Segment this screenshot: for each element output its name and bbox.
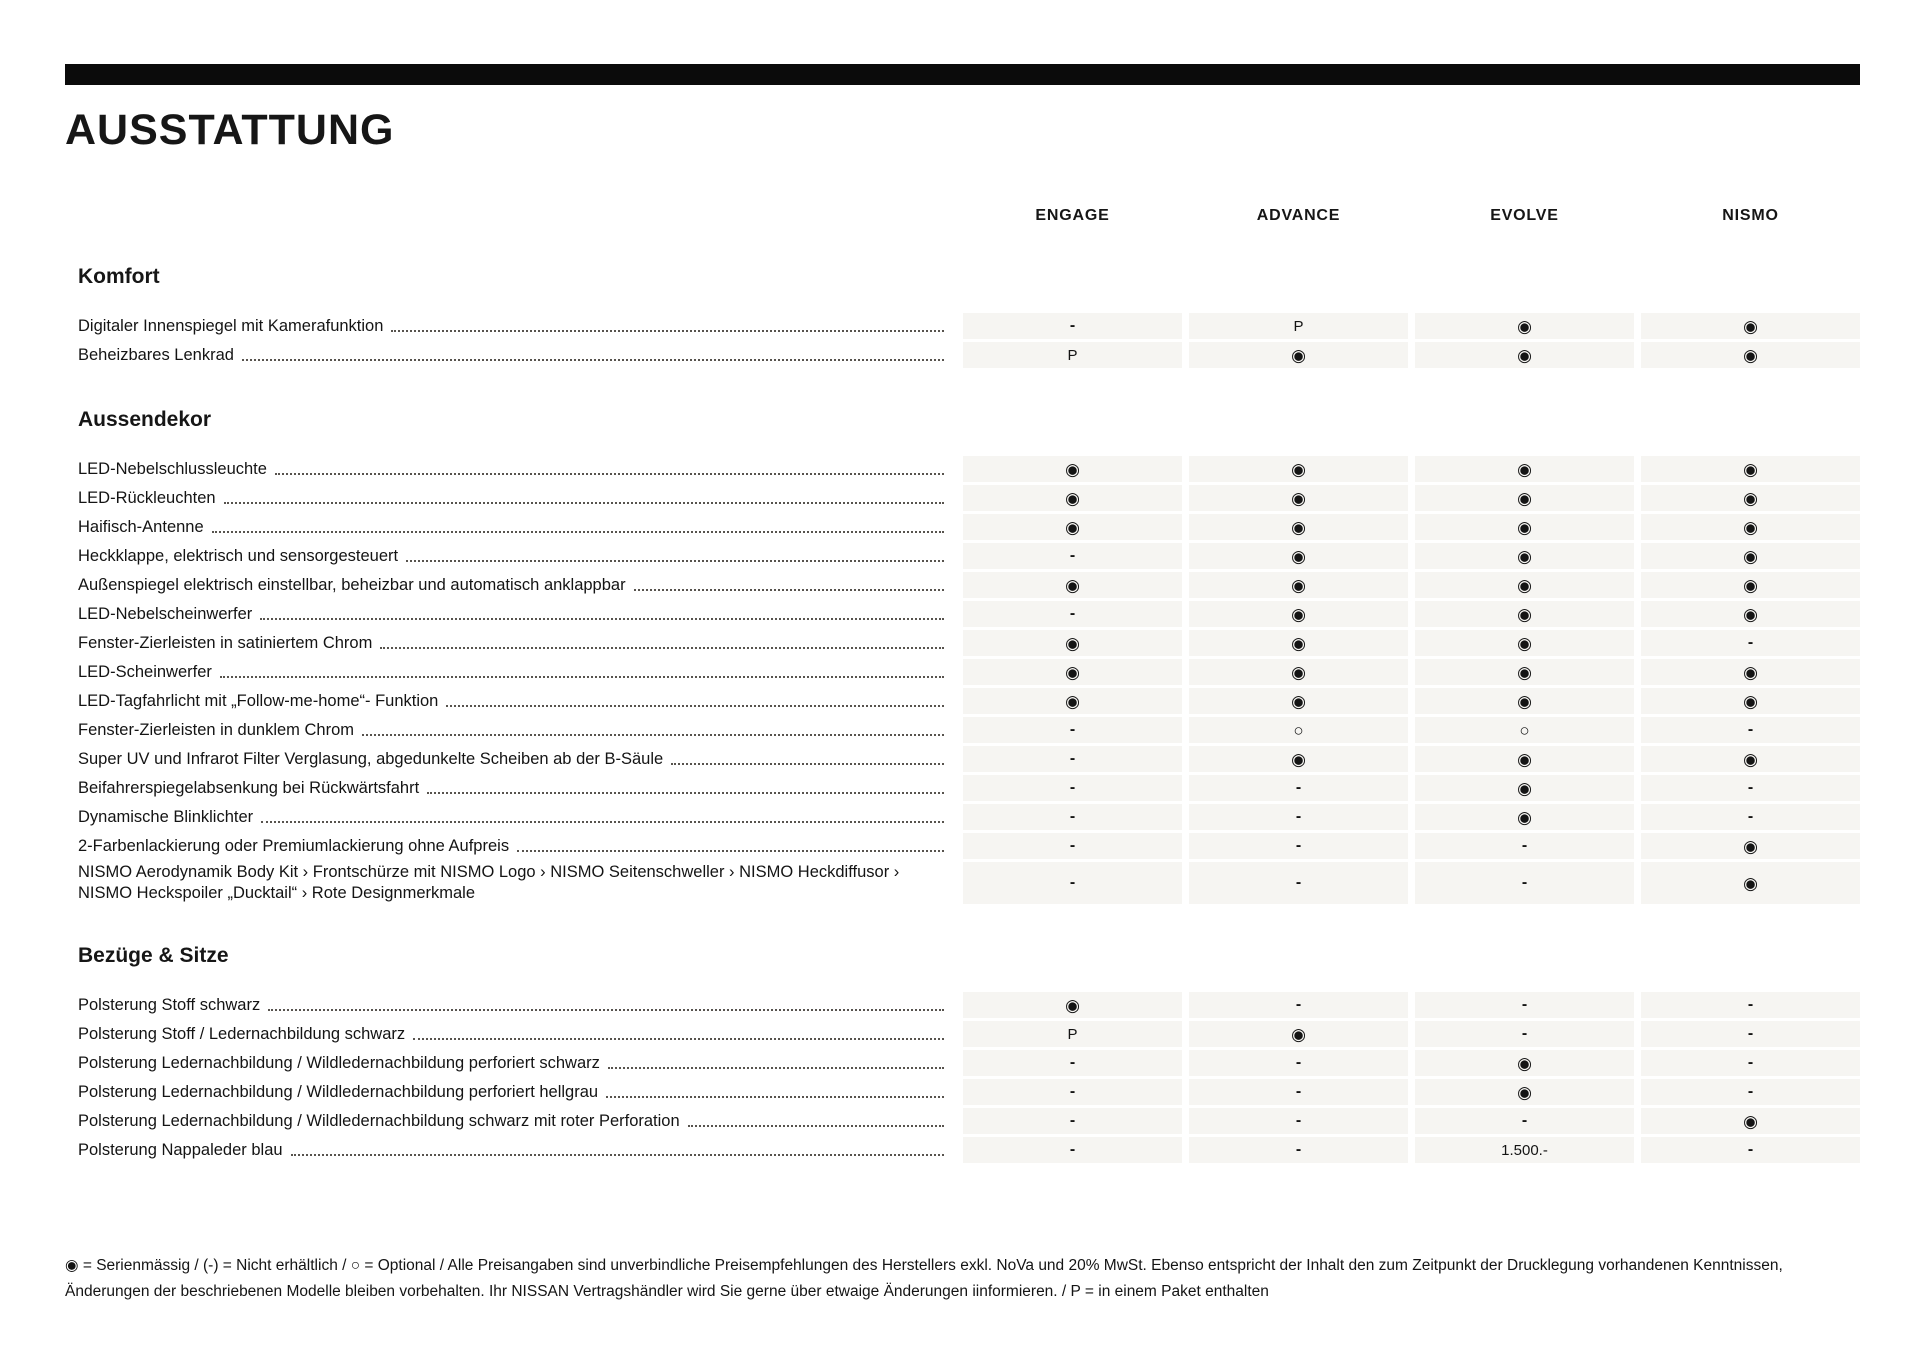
standard-icon: ◉ [1065, 995, 1080, 1015]
not-available-marker: - [1069, 1112, 1076, 1129]
cell-nismo [1641, 862, 1860, 904]
cell-evolve [1415, 1021, 1634, 1047]
standard-icon: ◉ [1517, 517, 1532, 537]
standard-icon: ◉ [1743, 662, 1758, 682]
cell-advance [1189, 456, 1408, 482]
feature-label: NISMO Aerodynamik Body Kit › Frontschürze mit NISMO Logo › NISMO Seitenschweller › NISMO Heckdiffusor › NISMO Heckspoiler „Ducktail“ › Rote Designmerkmale [78, 863, 900, 902]
feature-label: Polsterung Ledernachbildung / Wildledernachbildung perforiert hellgrau [78, 1082, 599, 1101]
standard-icon: ◉ [1743, 836, 1758, 856]
not-available-marker: - [1747, 1054, 1754, 1071]
cell-nismo [1641, 456, 1860, 482]
feature-label: 2-Farbenlackierung oder Premiumlackierung ohne Aufpreis [78, 836, 510, 855]
standard-icon: ◉ [1517, 778, 1532, 798]
cell-nismo [1641, 630, 1860, 656]
cell-nismo [1641, 833, 1860, 859]
cell-engage [963, 514, 1182, 540]
cell-engage [963, 717, 1182, 743]
cell-evolve [1415, 717, 1634, 743]
standard-icon: ◉ [1065, 488, 1080, 508]
standard-icon: ◉ [1517, 662, 1532, 682]
optional-icon: ○ [1519, 720, 1530, 740]
not-available-marker: - [1295, 1083, 1302, 1100]
page-title: AUSSTATTUNG [65, 106, 395, 154]
cell-nismo [1641, 485, 1860, 511]
cell-engage [963, 1137, 1182, 1163]
feature-row [65, 775, 1860, 801]
cell-nismo [1641, 746, 1860, 772]
cell-advance [1189, 833, 1408, 859]
feature-label-cell [65, 992, 956, 1018]
standard-icon: ◉ [1065, 459, 1080, 479]
cell-evolve [1415, 1050, 1634, 1076]
standard-icon: ◉ [1517, 316, 1532, 336]
standard-icon: ◉ [1065, 633, 1080, 653]
not-available-marker: - [1295, 1054, 1302, 1071]
dotted-leader [391, 330, 944, 332]
dotted-leader [427, 792, 944, 794]
cell-evolve [1415, 572, 1634, 598]
feature-row [65, 630, 1860, 656]
cell-engage [963, 485, 1182, 511]
feature-label-cell [65, 804, 956, 830]
standard-icon: ◉ [1291, 546, 1306, 566]
section-rows [65, 313, 1860, 368]
cell-engage [963, 992, 1182, 1018]
not-available-marker: - [1069, 317, 1076, 334]
cell-advance [1189, 630, 1408, 656]
standard-icon: ◉ [1743, 1111, 1758, 1131]
standard-icon: ◉ [1291, 749, 1306, 769]
cell-advance [1189, 601, 1408, 627]
section-bez-ge-sitze [65, 944, 1860, 1163]
feature-label-cell [65, 1021, 956, 1047]
dotted-leader [608, 1067, 944, 1069]
standard-icon: ◉ [1517, 345, 1532, 365]
feature-label-cell [65, 456, 956, 482]
cell-advance [1189, 775, 1408, 801]
dotted-leader [634, 589, 944, 591]
cell-nismo [1641, 804, 1860, 830]
cell-evolve [1415, 688, 1634, 714]
cell-evolve [1415, 514, 1634, 540]
not-available-marker: - [1521, 1025, 1528, 1042]
cell-nismo [1641, 601, 1860, 627]
feature-row [65, 717, 1860, 743]
dotted-leader [413, 1038, 944, 1040]
feature-label: Polsterung Nappaleder blau [78, 1140, 283, 1159]
feature-label-cell [65, 833, 956, 859]
section-aussendekor [65, 408, 1860, 904]
cell-engage [963, 313, 1182, 339]
dotted-leader [275, 473, 944, 475]
dotted-leader [260, 618, 944, 620]
cell-nismo [1641, 659, 1860, 685]
standard-icon: ◉ [1065, 662, 1080, 682]
standard-icon: ◉ [1517, 691, 1532, 711]
cell-advance [1189, 514, 1408, 540]
feature-row [65, 1137, 1860, 1163]
dotted-leader [380, 647, 944, 649]
not-available-marker: - [1069, 605, 1076, 622]
feature-label-cell [65, 342, 956, 368]
header-spacer [65, 207, 956, 225]
cell-advance [1189, 746, 1408, 772]
cell-engage [963, 630, 1182, 656]
not-available-marker: - [1521, 874, 1528, 891]
cell-evolve [1415, 485, 1634, 511]
cell-advance [1189, 1079, 1408, 1105]
standard-icon: ◉ [1065, 691, 1080, 711]
feature-label: Beifahrerspiegelabsenkung bei Rückwärtsfahrt [78, 778, 420, 797]
not-available-marker: - [1747, 1141, 1754, 1158]
not-available-marker: - [1747, 1025, 1754, 1042]
not-available-marker: - [1747, 721, 1754, 738]
feature-row [65, 313, 1860, 339]
section-heading: Aussendekor [78, 408, 212, 431]
cell-nismo [1641, 717, 1860, 743]
cell-evolve [1415, 804, 1634, 830]
cell-evolve [1415, 630, 1634, 656]
section-heading: Bezüge & Sitze [78, 944, 229, 967]
standard-icon: ◉ [1743, 459, 1758, 479]
feature-row [65, 1108, 1860, 1134]
standard-icon: ◉ [1291, 575, 1306, 595]
standard-icon: ◉ [1743, 691, 1758, 711]
standard-icon: ◉ [1291, 459, 1306, 479]
cell-nismo [1641, 543, 1860, 569]
standard-icon: ◉ [1517, 546, 1532, 566]
cell-advance [1189, 1108, 1408, 1134]
feature-label-cell [65, 485, 956, 511]
cell-evolve [1415, 1137, 1634, 1163]
standard-icon: ◉ [1743, 873, 1758, 893]
feature-row [65, 804, 1860, 830]
column-header-evolve: EVOLVE [1490, 207, 1559, 224]
cell-evolve [1415, 1079, 1634, 1105]
not-available-marker: - [1295, 1112, 1302, 1129]
feature-label: Polsterung Ledernachbildung / Wildledernachbildung perforiert schwarz [78, 1053, 600, 1072]
cell-engage [963, 746, 1182, 772]
package-marker: P [1293, 317, 1304, 335]
section-rows [65, 456, 1860, 904]
cell-engage [963, 456, 1182, 482]
cell-nismo [1641, 1021, 1860, 1047]
cell-engage [963, 1079, 1182, 1105]
standard-icon: ◉ [1743, 604, 1758, 624]
not-available-marker: - [1747, 808, 1754, 825]
feature-label: LED-Nebelschlussleuchte [78, 459, 267, 478]
cell-nismo [1641, 514, 1860, 540]
top-black-bar [65, 64, 1860, 85]
trim-header-row [65, 207, 1860, 225]
not-available-marker: - [1069, 1054, 1076, 1071]
dotted-leader [688, 1125, 944, 1127]
not-available-marker: - [1295, 874, 1302, 891]
feature-row [65, 514, 1860, 540]
dotted-leader [291, 1154, 944, 1156]
cell-engage [963, 659, 1182, 685]
feature-row [65, 1050, 1860, 1076]
not-available-marker: - [1069, 779, 1076, 796]
cell-nismo [1641, 688, 1860, 714]
column-header-engage: ENGAGE [1035, 207, 1110, 224]
feature-label-cell [65, 746, 956, 772]
not-available-marker: - [1295, 837, 1302, 854]
feature-label-cell [65, 717, 956, 743]
standard-icon: ◉ [1291, 345, 1306, 365]
package-marker: P [1067, 1025, 1078, 1043]
dotted-leader [406, 560, 944, 562]
cell-nismo [1641, 342, 1860, 368]
cell-engage [963, 804, 1182, 830]
section-rows [65, 992, 1860, 1163]
cell-engage [963, 688, 1182, 714]
cell-advance [1189, 543, 1408, 569]
not-available-marker: - [1069, 1141, 1076, 1158]
not-available-marker: - [1747, 634, 1754, 651]
feature-row [65, 688, 1860, 714]
standard-icon: ◉ [1517, 604, 1532, 624]
feature-label: Polsterung Stoff schwarz [78, 995, 261, 1014]
cell-engage [963, 1108, 1182, 1134]
cell-nismo [1641, 992, 1860, 1018]
standard-icon: ◉ [1517, 1053, 1532, 1073]
standard-icon: ◉ [1517, 488, 1532, 508]
cell-advance [1189, 659, 1408, 685]
cell-engage [963, 543, 1182, 569]
feature-label: Dynamische Blinklichter [78, 807, 254, 826]
cell-advance [1189, 862, 1408, 904]
cell-evolve [1415, 543, 1634, 569]
cell-nismo [1641, 1108, 1860, 1134]
not-available-marker: - [1295, 808, 1302, 825]
cell-advance [1189, 342, 1408, 368]
not-available-marker: - [1069, 808, 1076, 825]
dotted-leader [517, 850, 944, 852]
not-available-marker: - [1069, 547, 1076, 564]
cell-engage [963, 833, 1182, 859]
feature-label: Haifisch-Antenne [78, 517, 204, 536]
cell-advance [1189, 485, 1408, 511]
feature-label-cell [65, 775, 956, 801]
not-available-marker: - [1069, 837, 1076, 854]
not-available-marker: - [1069, 1083, 1076, 1100]
cell-advance [1189, 804, 1408, 830]
cell-engage [963, 1050, 1182, 1076]
feature-row [65, 746, 1860, 772]
cell-engage [963, 601, 1182, 627]
dotted-leader [261, 821, 944, 823]
section-heading: Komfort [78, 265, 160, 288]
standard-icon: ◉ [1065, 575, 1080, 595]
standard-icon: ◉ [1743, 749, 1758, 769]
not-available-marker: - [1295, 996, 1302, 1013]
dotted-leader [362, 734, 944, 736]
dotted-leader [220, 676, 944, 678]
legend-footer: ◉ = Serienmässig / (-) = Nicht erhältlich / ○ = Optional / Alle Preisangaben sind unverbindliche Preisempfehlungen des Herstellers exkl. NoVa und 20% MwSt. Ebenso entspricht der Inhalt den zum Zeitpunkt der Drucklegung vorhandenen Kenntnissen, Änderungen der beschriebenen Modelle bleiben vorbehalten. Ihr NISSAN Vertragshändler wird Sie gerne über etwaige Änderungen iinformieren. / P = in einem Paket enthalten [65, 1257, 1783, 1300]
cell-nismo [1641, 1137, 1860, 1163]
cell-engage [963, 1021, 1182, 1047]
cell-evolve [1415, 992, 1634, 1018]
dotted-leader [242, 359, 944, 361]
not-available-marker: - [1521, 837, 1528, 854]
not-available-marker: - [1295, 779, 1302, 796]
feature-label-cell [65, 572, 956, 598]
cell-advance [1189, 1050, 1408, 1076]
cell-evolve [1415, 659, 1634, 685]
feature-row [65, 342, 1860, 368]
standard-icon: ◉ [1743, 575, 1758, 595]
optional-icon: ○ [1293, 720, 1304, 740]
cell-nismo [1641, 1050, 1860, 1076]
dotted-leader [224, 502, 944, 504]
feature-row [65, 543, 1860, 569]
cell-evolve [1415, 456, 1634, 482]
not-available-marker: - [1747, 996, 1754, 1013]
cell-evolve [1415, 746, 1634, 772]
dotted-leader [268, 1009, 944, 1011]
feature-label: Super UV und Infrarot Filter Verglasung, abgedunkelte Scheiben ab der B-Säule [78, 749, 664, 768]
feature-label: Polsterung Ledernachbildung / Wildledernachbildung schwarz mit roter Perforation [78, 1111, 680, 1130]
feature-row [65, 601, 1860, 627]
cell-advance [1189, 688, 1408, 714]
not-available-marker: - [1747, 779, 1754, 796]
standard-icon: ◉ [1743, 546, 1758, 566]
cell-evolve [1415, 601, 1634, 627]
column-header-nismo: NISMO [1722, 207, 1779, 224]
section-komfort [65, 265, 1860, 368]
feature-row [65, 659, 1860, 685]
feature-label-cell [65, 688, 956, 714]
feature-label: Polsterung Stoff / Ledernachbildung schwarz [78, 1024, 406, 1043]
feature-label-cell [65, 601, 956, 627]
dotted-leader [671, 763, 944, 765]
feature-row [65, 1021, 1860, 1047]
cell-evolve [1415, 1108, 1634, 1134]
not-available-marker: - [1069, 750, 1076, 767]
standard-icon: ◉ [1517, 749, 1532, 769]
cell-evolve [1415, 833, 1634, 859]
price-value: 1.500.- [1501, 1141, 1548, 1159]
standard-icon: ◉ [1291, 1024, 1306, 1044]
standard-icon: ◉ [1065, 517, 1080, 537]
standard-icon: ◉ [1291, 517, 1306, 537]
feature-label-cell [65, 659, 956, 685]
cell-evolve [1415, 775, 1634, 801]
feature-row [65, 456, 1860, 482]
standard-icon: ◉ [1743, 517, 1758, 537]
cell-advance [1189, 313, 1408, 339]
standard-icon: ◉ [1743, 488, 1758, 508]
not-available-marker: - [1295, 1141, 1302, 1158]
feature-label: Heckklappe, elektrisch und sensorgesteuert [78, 546, 399, 565]
feature-row [65, 485, 1860, 511]
feature-row [65, 992, 1860, 1018]
dotted-leader [606, 1096, 944, 1098]
not-available-marker: - [1747, 1083, 1754, 1100]
standard-icon: ◉ [1517, 1082, 1532, 1102]
standard-icon: ◉ [1517, 807, 1532, 827]
cell-advance [1189, 1137, 1408, 1163]
feature-label-cell [65, 1050, 956, 1076]
cell-nismo [1641, 313, 1860, 339]
cell-engage [963, 775, 1182, 801]
cell-evolve [1415, 342, 1634, 368]
feature-row [65, 833, 1860, 859]
feature-label-cell [65, 1137, 956, 1163]
cell-evolve [1415, 313, 1634, 339]
standard-icon: ◉ [1291, 691, 1306, 711]
feature-label: Digitaler Innenspiegel mit Kamerafunktion [78, 316, 384, 335]
feature-label: Beheizbares Lenkrad [78, 345, 234, 364]
dotted-leader [212, 531, 944, 533]
feature-row [65, 1079, 1860, 1105]
feature-label-cell [65, 543, 956, 569]
not-available-marker: - [1521, 1112, 1528, 1129]
standard-icon: ◉ [1291, 488, 1306, 508]
feature-label: LED-Scheinwerfer [78, 662, 212, 681]
cell-nismo [1641, 1079, 1860, 1105]
equipment-table [65, 265, 1860, 1163]
cell-engage [963, 572, 1182, 598]
cell-advance [1189, 717, 1408, 743]
feature-label: LED-Nebelscheinwerfer [78, 604, 253, 623]
feature-label: Fenster-Zierleisten in satiniertem Chrom [78, 633, 373, 652]
cell-advance [1189, 992, 1408, 1018]
feature-row [65, 572, 1860, 598]
standard-icon: ◉ [1517, 575, 1532, 595]
dotted-leader [446, 705, 944, 707]
cell-nismo [1641, 572, 1860, 598]
feature-row [65, 862, 1860, 904]
feature-label-cell [65, 1108, 956, 1134]
cell-engage [963, 862, 1182, 904]
standard-icon: ◉ [1291, 662, 1306, 682]
cell-engage [963, 342, 1182, 368]
standard-icon: ◉ [1291, 604, 1306, 624]
cell-nismo [1641, 775, 1860, 801]
not-available-marker: - [1069, 721, 1076, 738]
standard-icon: ◉ [1743, 316, 1758, 336]
feature-label: LED-Tagfahrlicht mit „Follow-me-home“- Funktion [78, 691, 439, 710]
cell-evolve [1415, 862, 1634, 904]
feature-label: Fenster-Zierleisten in dunklem Chrom [78, 720, 355, 739]
not-available-marker: - [1069, 874, 1076, 891]
feature-label-cell [65, 1079, 956, 1105]
standard-icon: ◉ [1517, 633, 1532, 653]
feature-label: LED-Rückleuchten [78, 488, 216, 507]
standard-icon: ◉ [1291, 633, 1306, 653]
feature-label-cell [65, 514, 956, 540]
cell-advance [1189, 572, 1408, 598]
package-marker: P [1067, 346, 1078, 364]
feature-label-cell [65, 630, 956, 656]
cell-advance [1189, 1021, 1408, 1047]
standard-icon: ◉ [1743, 345, 1758, 365]
feature-label-cell [65, 862, 956, 904]
not-available-marker: - [1521, 996, 1528, 1013]
feature-label: Außenspiegel elektrisch einstellbar, beheizbar und automatisch anklappbar [78, 575, 626, 594]
standard-icon: ◉ [1517, 459, 1532, 479]
feature-label-cell [65, 313, 956, 339]
column-header-advance: ADVANCE [1256, 207, 1341, 224]
